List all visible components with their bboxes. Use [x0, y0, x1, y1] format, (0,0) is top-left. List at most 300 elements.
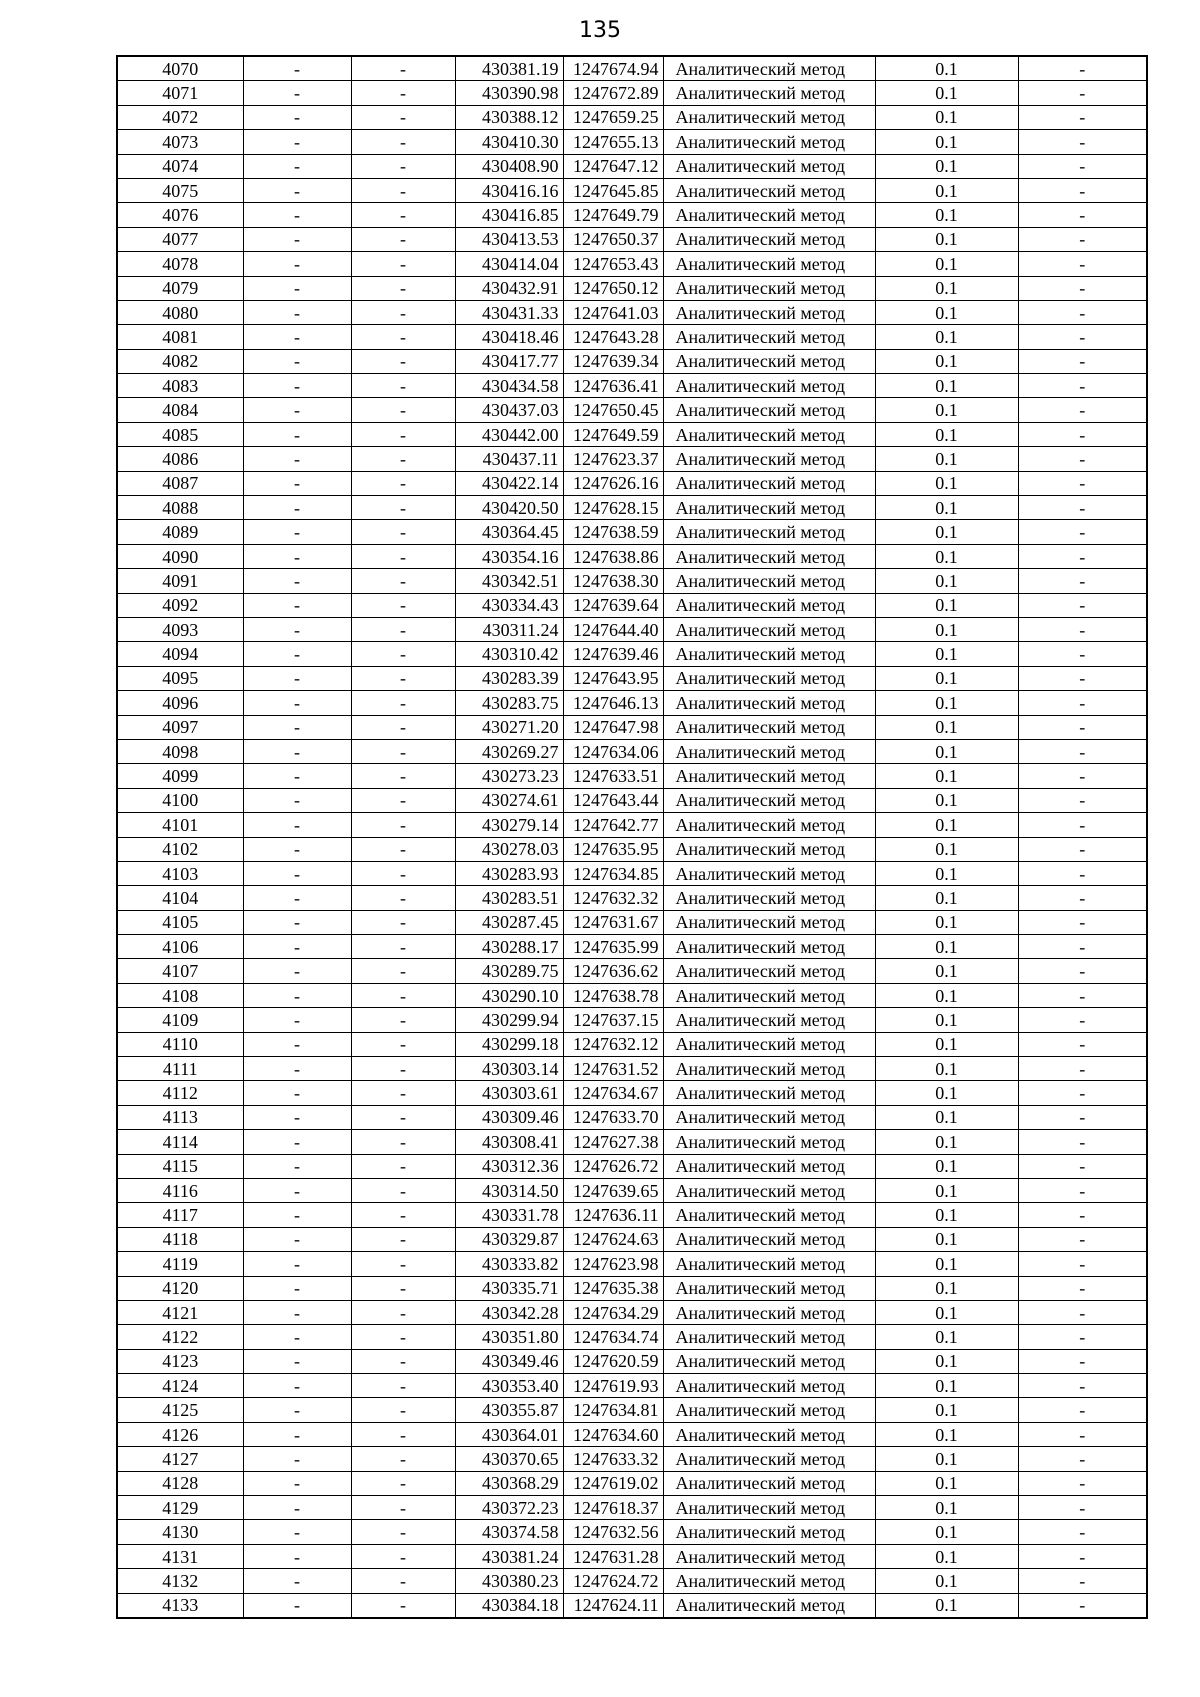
method-cell: Аналитический метод [663, 447, 875, 471]
point-number-cell: 4127 [117, 1447, 243, 1471]
y-coordinate-cell: 1247633.32 [563, 1447, 663, 1471]
dash-cell-2: - [351, 1057, 455, 1081]
x-coordinate-cell: 430314.50 [455, 1178, 563, 1202]
accuracy-cell: 0.1 [875, 764, 1018, 788]
table-row [117, 1227, 1147, 1251]
dash-cell-3: - [1018, 715, 1147, 739]
y-coordinate-cell: 1247650.12 [563, 276, 663, 300]
x-coordinate-cell: 430413.53 [455, 227, 563, 251]
dash-cell-1: - [243, 1130, 351, 1154]
y-coordinate-cell: 1247634.67 [563, 1081, 663, 1105]
method-cell: Аналитический метод [663, 1276, 875, 1300]
accuracy-cell: 0.1 [875, 1178, 1018, 1202]
point-number-cell: 4112 [117, 1081, 243, 1105]
method-cell: Аналитический метод [663, 178, 875, 202]
point-number-cell: 4130 [117, 1520, 243, 1544]
table-row [117, 569, 1147, 593]
table-row [117, 520, 1147, 544]
method-cell: Аналитический метод [663, 935, 875, 959]
table-row [117, 1544, 1147, 1568]
method-cell: Аналитический метод [663, 764, 875, 788]
dash-cell-3: - [1018, 764, 1147, 788]
y-coordinate-cell: 1247650.37 [563, 227, 663, 251]
x-coordinate-cell: 430368.29 [455, 1471, 563, 1495]
method-cell: Аналитический метод [663, 252, 875, 276]
dash-cell-1: - [243, 1447, 351, 1471]
accuracy-cell: 0.1 [875, 349, 1018, 373]
method-cell: Аналитический метод [663, 691, 875, 715]
dash-cell-1: - [243, 1057, 351, 1081]
point-number-cell: 4133 [117, 1593, 243, 1618]
y-coordinate-cell: 1247639.64 [563, 593, 663, 617]
dash-cell-1: - [243, 1544, 351, 1568]
point-number-cell: 4074 [117, 154, 243, 178]
dash-cell-2: - [351, 959, 455, 983]
y-coordinate-cell: 1247655.13 [563, 130, 663, 154]
x-coordinate-cell: 430354.16 [455, 544, 563, 568]
x-coordinate-cell: 430437.03 [455, 398, 563, 422]
dash-cell-3: - [1018, 617, 1147, 641]
accuracy-cell: 0.1 [875, 447, 1018, 471]
dash-cell-3: - [1018, 569, 1147, 593]
dash-cell-1: - [243, 154, 351, 178]
x-coordinate-cell: 430308.41 [455, 1130, 563, 1154]
dash-cell-2: - [351, 398, 455, 422]
table-row [117, 1496, 1147, 1520]
method-cell: Аналитический метод [663, 593, 875, 617]
dash-cell-2: - [351, 544, 455, 568]
table-row [117, 1325, 1147, 1349]
dash-cell-2: - [351, 910, 455, 934]
x-coordinate-cell: 430311.24 [455, 617, 563, 641]
accuracy-cell: 0.1 [875, 983, 1018, 1007]
x-coordinate-cell: 430312.36 [455, 1154, 563, 1178]
point-number-cell: 4122 [117, 1325, 243, 1349]
method-cell: Аналитический метод [663, 1593, 875, 1618]
table-row [117, 1057, 1147, 1081]
accuracy-cell: 0.1 [875, 910, 1018, 934]
dash-cell-3: - [1018, 520, 1147, 544]
accuracy-cell: 0.1 [875, 1471, 1018, 1495]
accuracy-cell: 0.1 [875, 1325, 1018, 1349]
dash-cell-2: - [351, 617, 455, 641]
table-row [117, 1178, 1147, 1202]
dash-cell-2: - [351, 1544, 455, 1568]
accuracy-cell: 0.1 [875, 1130, 1018, 1154]
dash-cell-3: - [1018, 1081, 1147, 1105]
point-number-cell: 4126 [117, 1422, 243, 1446]
y-coordinate-cell: 1247634.29 [563, 1300, 663, 1324]
dash-cell-3: - [1018, 1276, 1147, 1300]
dash-cell-3: - [1018, 1544, 1147, 1568]
method-cell: Аналитический метод [663, 715, 875, 739]
dash-cell-2: - [351, 1008, 455, 1032]
dash-cell-3: - [1018, 227, 1147, 251]
y-coordinate-cell: 1247631.67 [563, 910, 663, 934]
table-row [117, 130, 1147, 154]
table-row [117, 910, 1147, 934]
x-coordinate-cell: 430303.14 [455, 1057, 563, 1081]
table-row [117, 300, 1147, 324]
point-number-cell: 4079 [117, 276, 243, 300]
dash-cell-3: - [1018, 837, 1147, 861]
dash-cell-3: - [1018, 252, 1147, 276]
accuracy-cell: 0.1 [875, 739, 1018, 763]
x-coordinate-cell: 430279.14 [455, 813, 563, 837]
dash-cell-1: - [243, 1178, 351, 1202]
dash-cell-1: - [243, 130, 351, 154]
y-coordinate-cell: 1247674.94 [563, 56, 663, 81]
dash-cell-3: - [1018, 422, 1147, 446]
method-cell: Аналитический метод [663, 130, 875, 154]
method-cell: Аналитический метод [663, 1252, 875, 1276]
dash-cell-2: - [351, 1374, 455, 1398]
point-number-cell: 4116 [117, 1178, 243, 1202]
method-cell: Аналитический метод [663, 325, 875, 349]
point-number-cell: 4076 [117, 203, 243, 227]
dash-cell-3: - [1018, 496, 1147, 520]
point-number-cell: 4118 [117, 1227, 243, 1251]
y-coordinate-cell: 1247631.28 [563, 1544, 663, 1568]
x-coordinate-cell: 430273.23 [455, 764, 563, 788]
y-coordinate-cell: 1247659.25 [563, 105, 663, 129]
method-cell: Аналитический метод [663, 300, 875, 324]
accuracy-cell: 0.1 [875, 861, 1018, 885]
dash-cell-1: - [243, 1593, 351, 1618]
accuracy-cell: 0.1 [875, 1227, 1018, 1251]
y-coordinate-cell: 1247642.77 [563, 813, 663, 837]
method-cell: Аналитический метод [663, 544, 875, 568]
table-row [117, 471, 1147, 495]
method-cell: Аналитический метод [663, 1471, 875, 1495]
dash-cell-1: - [243, 374, 351, 398]
x-coordinate-cell: 430355.87 [455, 1398, 563, 1422]
table-row [117, 178, 1147, 202]
dash-cell-3: - [1018, 105, 1147, 129]
accuracy-cell: 0.1 [875, 398, 1018, 422]
dash-cell-3: - [1018, 130, 1147, 154]
point-number-cell: 4121 [117, 1300, 243, 1324]
table-row [117, 983, 1147, 1007]
dash-cell-3: - [1018, 1325, 1147, 1349]
dash-cell-3: - [1018, 691, 1147, 715]
point-number-cell: 4095 [117, 666, 243, 690]
y-coordinate-cell: 1247624.63 [563, 1227, 663, 1251]
dash-cell-3: - [1018, 374, 1147, 398]
point-number-cell: 4129 [117, 1496, 243, 1520]
point-number-cell: 4124 [117, 1374, 243, 1398]
dash-cell-3: - [1018, 1105, 1147, 1129]
point-number-cell: 4098 [117, 739, 243, 763]
point-number-cell: 4072 [117, 105, 243, 129]
x-coordinate-cell: 430418.46 [455, 325, 563, 349]
method-cell: Аналитический метод [663, 1008, 875, 1032]
y-coordinate-cell: 1247627.38 [563, 1130, 663, 1154]
x-coordinate-cell: 430408.90 [455, 154, 563, 178]
accuracy-cell: 0.1 [875, 1447, 1018, 1471]
table-row [117, 593, 1147, 617]
y-coordinate-cell: 1247624.72 [563, 1569, 663, 1593]
dash-cell-2: - [351, 178, 455, 202]
x-coordinate-cell: 430283.93 [455, 861, 563, 885]
y-coordinate-cell: 1247634.06 [563, 739, 663, 763]
method-cell: Аналитический метод [663, 666, 875, 690]
accuracy-cell: 0.1 [875, 325, 1018, 349]
point-number-cell: 4083 [117, 374, 243, 398]
accuracy-cell: 0.1 [875, 544, 1018, 568]
point-number-cell: 4075 [117, 178, 243, 202]
table-row [117, 374, 1147, 398]
dash-cell-2: - [351, 496, 455, 520]
dash-cell-1: - [243, 910, 351, 934]
point-number-cell: 4071 [117, 81, 243, 105]
method-cell: Аналитический метод [663, 1447, 875, 1471]
dash-cell-1: - [243, 1422, 351, 1446]
accuracy-cell: 0.1 [875, 1154, 1018, 1178]
accuracy-cell: 0.1 [875, 154, 1018, 178]
x-coordinate-cell: 430283.75 [455, 691, 563, 715]
x-coordinate-cell: 430287.45 [455, 910, 563, 934]
dash-cell-1: - [243, 447, 351, 471]
x-coordinate-cell: 430351.80 [455, 1325, 563, 1349]
dash-cell-1: - [243, 1008, 351, 1032]
dash-cell-2: - [351, 642, 455, 666]
dash-cell-1: - [243, 813, 351, 837]
dash-cell-1: - [243, 544, 351, 568]
point-number-cell: 4082 [117, 349, 243, 373]
x-coordinate-cell: 430384.18 [455, 1593, 563, 1618]
dash-cell-2: - [351, 130, 455, 154]
dash-cell-3: - [1018, 1057, 1147, 1081]
accuracy-cell: 0.1 [875, 1008, 1018, 1032]
y-coordinate-cell: 1247624.11 [563, 1593, 663, 1618]
table-row [117, 1349, 1147, 1373]
table-body [117, 56, 1147, 1618]
accuracy-cell: 0.1 [875, 813, 1018, 837]
x-coordinate-cell: 430437.11 [455, 447, 563, 471]
x-coordinate-cell: 430364.45 [455, 520, 563, 544]
method-cell: Аналитический метод [663, 1496, 875, 1520]
dash-cell-2: - [351, 422, 455, 446]
y-coordinate-cell: 1247634.85 [563, 861, 663, 885]
table-row [117, 1374, 1147, 1398]
point-number-cell: 4097 [117, 715, 243, 739]
y-coordinate-cell: 1247636.41 [563, 374, 663, 398]
dash-cell-2: - [351, 691, 455, 715]
method-cell: Аналитический метод [663, 1227, 875, 1251]
dash-cell-3: - [1018, 739, 1147, 763]
dash-cell-2: - [351, 1105, 455, 1129]
accuracy-cell: 0.1 [875, 1422, 1018, 1446]
accuracy-cell: 0.1 [875, 1593, 1018, 1618]
method-cell: Аналитический метод [663, 349, 875, 373]
x-coordinate-cell: 430342.51 [455, 569, 563, 593]
dash-cell-3: - [1018, 1496, 1147, 1520]
y-coordinate-cell: 1247631.52 [563, 1057, 663, 1081]
dash-cell-3: - [1018, 1300, 1147, 1324]
table-row [117, 935, 1147, 959]
method-cell: Аналитический метод [663, 422, 875, 446]
x-coordinate-cell: 430335.71 [455, 1276, 563, 1300]
dash-cell-1: - [243, 959, 351, 983]
y-coordinate-cell: 1247623.98 [563, 1252, 663, 1276]
dash-cell-1: - [243, 1520, 351, 1544]
dash-cell-3: - [1018, 1349, 1147, 1373]
dash-cell-3: - [1018, 813, 1147, 837]
accuracy-cell: 0.1 [875, 1057, 1018, 1081]
x-coordinate-cell: 430432.91 [455, 276, 563, 300]
point-number-cell: 4117 [117, 1203, 243, 1227]
y-coordinate-cell: 1247623.37 [563, 447, 663, 471]
dash-cell-3: - [1018, 1130, 1147, 1154]
y-coordinate-cell: 1247647.12 [563, 154, 663, 178]
x-coordinate-cell: 430434.58 [455, 374, 563, 398]
dash-cell-2: - [351, 227, 455, 251]
dash-cell-2: - [351, 569, 455, 593]
accuracy-cell: 0.1 [875, 569, 1018, 593]
x-coordinate-cell: 430388.12 [455, 105, 563, 129]
method-cell: Аналитический метод [663, 374, 875, 398]
accuracy-cell: 0.1 [875, 617, 1018, 641]
table-row [117, 715, 1147, 739]
accuracy-cell: 0.1 [875, 178, 1018, 202]
y-coordinate-cell: 1247639.46 [563, 642, 663, 666]
table-row [117, 1520, 1147, 1544]
accuracy-cell: 0.1 [875, 1374, 1018, 1398]
dash-cell-1: - [243, 983, 351, 1007]
x-coordinate-cell: 430283.39 [455, 666, 563, 690]
method-cell: Аналитический метод [663, 569, 875, 593]
table-row [117, 544, 1147, 568]
table-row [117, 1032, 1147, 1056]
point-number-cell: 4114 [117, 1130, 243, 1154]
point-number-cell: 4077 [117, 227, 243, 251]
point-number-cell: 4089 [117, 520, 243, 544]
dash-cell-2: - [351, 983, 455, 1007]
x-coordinate-cell: 430417.77 [455, 349, 563, 373]
method-cell: Аналитический метод [663, 1374, 875, 1398]
y-coordinate-cell: 1247649.79 [563, 203, 663, 227]
accuracy-cell: 0.1 [875, 374, 1018, 398]
dash-cell-3: - [1018, 1593, 1147, 1618]
y-coordinate-cell: 1247633.51 [563, 764, 663, 788]
dash-cell-1: - [243, 56, 351, 81]
point-number-cell: 4110 [117, 1032, 243, 1056]
table-row [117, 739, 1147, 763]
dash-cell-2: - [351, 1569, 455, 1593]
dash-cell-1: - [243, 788, 351, 812]
dash-cell-2: - [351, 1520, 455, 1544]
x-coordinate-cell: 430381.24 [455, 1544, 563, 1568]
y-coordinate-cell: 1247636.62 [563, 959, 663, 983]
method-cell: Аналитический метод [663, 910, 875, 934]
dash-cell-3: - [1018, 81, 1147, 105]
y-coordinate-cell: 1247634.81 [563, 1398, 663, 1422]
table-row [117, 886, 1147, 910]
method-cell: Аналитический метод [663, 886, 875, 910]
dash-cell-1: - [243, 1398, 351, 1422]
y-coordinate-cell: 1247619.02 [563, 1471, 663, 1495]
dash-cell-1: - [243, 1300, 351, 1324]
y-coordinate-cell: 1247634.60 [563, 1422, 663, 1446]
table-row [117, 1130, 1147, 1154]
point-number-cell: 4108 [117, 983, 243, 1007]
y-coordinate-cell: 1247639.65 [563, 1178, 663, 1202]
dash-cell-2: - [351, 1349, 455, 1373]
x-coordinate-cell: 430381.19 [455, 56, 563, 81]
y-coordinate-cell: 1247645.85 [563, 178, 663, 202]
dash-cell-2: - [351, 349, 455, 373]
dash-cell-2: - [351, 1325, 455, 1349]
y-coordinate-cell: 1247618.37 [563, 1496, 663, 1520]
y-coordinate-cell: 1247647.98 [563, 715, 663, 739]
method-cell: Аналитический метод [663, 471, 875, 495]
dash-cell-1: - [243, 1276, 351, 1300]
table-row [117, 1300, 1147, 1324]
y-coordinate-cell: 1247649.59 [563, 422, 663, 446]
dash-cell-1: - [243, 861, 351, 885]
dash-cell-2: - [351, 1227, 455, 1251]
x-coordinate-cell: 430342.28 [455, 1300, 563, 1324]
accuracy-cell: 0.1 [875, 959, 1018, 983]
y-coordinate-cell: 1247639.34 [563, 349, 663, 373]
point-number-cell: 4092 [117, 593, 243, 617]
dash-cell-3: - [1018, 959, 1147, 983]
dash-cell-2: - [351, 300, 455, 324]
dash-cell-3: - [1018, 593, 1147, 617]
table-row [117, 837, 1147, 861]
method-cell: Аналитический метод [663, 813, 875, 837]
accuracy-cell: 0.1 [875, 1496, 1018, 1520]
table-row [117, 398, 1147, 422]
table-row [117, 1252, 1147, 1276]
dash-cell-1: - [243, 1471, 351, 1495]
dash-cell-2: - [351, 471, 455, 495]
dash-cell-1: - [243, 1496, 351, 1520]
y-coordinate-cell: 1247653.43 [563, 252, 663, 276]
dash-cell-1: - [243, 471, 351, 495]
dash-cell-1: - [243, 715, 351, 739]
table-row [117, 1008, 1147, 1032]
dash-cell-2: - [351, 1178, 455, 1202]
dash-cell-2: - [351, 1276, 455, 1300]
dash-cell-1: - [243, 1252, 351, 1276]
y-coordinate-cell: 1247635.95 [563, 837, 663, 861]
accuracy-cell: 0.1 [875, 496, 1018, 520]
y-coordinate-cell: 1247646.13 [563, 691, 663, 715]
y-coordinate-cell: 1247628.15 [563, 496, 663, 520]
point-number-cell: 4123 [117, 1349, 243, 1373]
accuracy-cell: 0.1 [875, 935, 1018, 959]
dash-cell-1: - [243, 569, 351, 593]
dash-cell-1: - [243, 227, 351, 251]
dash-cell-2: - [351, 764, 455, 788]
dash-cell-3: - [1018, 1252, 1147, 1276]
table-row [117, 447, 1147, 471]
dash-cell-2: - [351, 81, 455, 105]
table-row [117, 252, 1147, 276]
dash-cell-1: - [243, 617, 351, 641]
dash-cell-1: - [243, 178, 351, 202]
table-row [117, 1203, 1147, 1227]
x-coordinate-cell: 430278.03 [455, 837, 563, 861]
dash-cell-2: - [351, 1422, 455, 1446]
accuracy-cell: 0.1 [875, 227, 1018, 251]
point-number-cell: 4120 [117, 1276, 243, 1300]
table-row [117, 1154, 1147, 1178]
dash-cell-2: - [351, 1203, 455, 1227]
accuracy-cell: 0.1 [875, 666, 1018, 690]
